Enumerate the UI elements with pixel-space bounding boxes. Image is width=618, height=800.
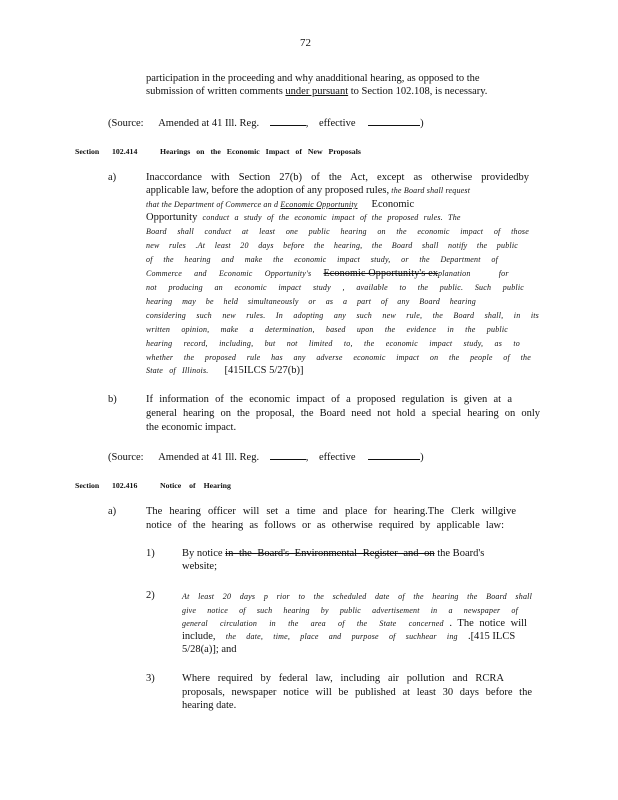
text-line: general hearing on the proposal, the Board need not hold a special hearing on only [146, 408, 540, 419]
text-line: Commerce and Economic Opportunity's Economic Opportunity's explanation for [146, 268, 509, 279]
page-number: 72 [300, 37, 311, 49]
item-label-2: 2) [146, 590, 155, 601]
struck-text: in the Board's Environmental Register and on [225, 548, 435, 559]
text-line: hearing record, including, but not limited to, the economic impact study, as to [146, 339, 520, 348]
source-note-2: (Source: Amended at 41 Ill. Reg. , effective ) [108, 452, 424, 463]
citation: [415ILCS 5/27(b)] [224, 365, 304, 376]
source-label: (Source: [108, 118, 144, 129]
text-line: written opinion, make a determination, based upon the evidence in the public [146, 325, 508, 334]
section-title: Hearings on the Economic Impact of New Proposals [160, 147, 361, 156]
text-line: State of Illinois. [415ILCS 5/27(b)] [146, 365, 304, 376]
item-label-1: 1) [146, 548, 155, 559]
paragraph-label-a: a) [108, 506, 117, 517]
text-line: The hearing officer will set a time and place for hearing.The Clerk willgive [146, 506, 516, 517]
intro-line-2: submission of written comments under pursuant to Section 102.108, is necessary. [146, 86, 488, 97]
text-line: Where required by federal law, including air pollution and RCRA [182, 673, 504, 684]
text-line: that the Department of Commerce an d Economic Opportunity Economic [146, 199, 415, 210]
section-label: Section [75, 147, 100, 156]
section-label: Section [75, 481, 100, 490]
register-blank [270, 116, 306, 126]
text-line: Board shall conduct at least one public hearing on the economic impact of those [146, 227, 529, 236]
text-line: If information of the economic impact of a proposed regulation is given at a [146, 394, 512, 405]
effective-blank [368, 450, 420, 460]
text-line: Opportunity conduct a study of the economic impact of the proposed rules. The [146, 212, 461, 223]
text-line: notice of the hearing as follows or as otherwise required by applicable law: [146, 520, 504, 531]
source-effective: effective [318, 118, 356, 129]
text-line: applicable law, before the adoption of any proposed rules, the Board shall request [146, 185, 471, 196]
text-line: By notice in the Board's Environmental Register and on the Board's [182, 548, 485, 559]
register-blank [270, 450, 306, 460]
text-line: considering such new rules. In adopting any such new rule, the Board shall, in its [146, 311, 539, 320]
text-line: whether the proposed rule has any adverse economic impact on the people of the [146, 353, 531, 362]
underlined-insertion: under pursuant [285, 86, 349, 97]
section-number: 102.414 [112, 147, 138, 156]
text-line: of the hearing and make the economic impact study, or the Department of [146, 255, 498, 264]
item-label-3: 3) [146, 673, 155, 684]
text-line: At least 20 days p rior to the scheduled date of the hearing the Board shall [182, 592, 532, 601]
source-amended: Amended at 41 Ill. Reg. [158, 452, 260, 463]
source-effective: effective [318, 452, 356, 463]
intro-line-1: participation in the proceeding and why anadditional hearing, as opposed to the [146, 73, 480, 84]
section-title: Notice of Hearing [160, 481, 231, 490]
source-note-1: (Source: Amended at 41 Ill. Reg. , effective ) [108, 118, 424, 129]
text-line: give notice of such hearing by public advertisement in a newspaper of [182, 606, 518, 615]
text-line: proposals, newspaper notice will be published at least 30 days before the [182, 687, 532, 698]
source-amended: Amended at 41 Ill. Reg. [158, 118, 260, 129]
text-line: 5/28(a)]; and [182, 644, 237, 655]
effective-blank [368, 116, 420, 126]
text-line: the economic impact. [146, 422, 237, 433]
source-label: (Source: [108, 452, 144, 463]
text-line: hearing date. [182, 700, 237, 711]
text-line: hearing may be held simultaneously or as a part of any Board hearing [146, 297, 476, 306]
text-line: website; [182, 561, 217, 572]
paragraph-label-b: b) [108, 394, 117, 405]
text-line: general circulation in the area of the State concerned . The notice will [182, 618, 527, 629]
paragraph-label-a: a) [108, 172, 117, 183]
text-line: include, the date, time, place and purpose of suchhear ing .[415 ILCS [182, 631, 516, 642]
text-line: not producing an economic impact study , available to the public. Such public [146, 283, 524, 292]
text-line: new rules .At least 20 days before the hearing, the Board shall notify the public [146, 241, 518, 250]
section-number: 102.416 [112, 481, 138, 490]
text-line: Inaccordance with Section 27(b) of the Act, except as otherwise providedby [146, 172, 529, 183]
